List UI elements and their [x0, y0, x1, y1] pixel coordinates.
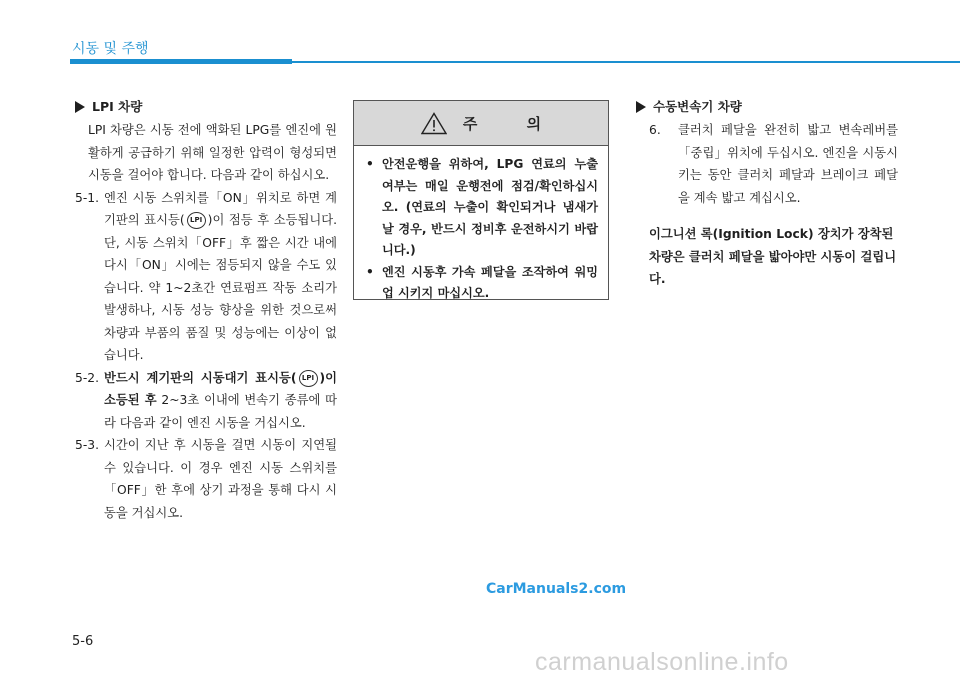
- right-column: [636, 95, 898, 291]
- step-number: 6.: [649, 123, 661, 137]
- bullet-dot-icon: •: [366, 264, 374, 279]
- footer-site-watermark: carmanualsonline.info: [535, 648, 789, 676]
- caution-title: 주 의: [462, 114, 564, 133]
- manual-heading-text: 수동변속기 차량: [653, 98, 742, 114]
- step-text: 엔진 시동 스위치를「ON」위치로 하면 계기판의 표시등( LPI )이 점등 후 소등됩니다. 단, 시동 스위치「OFF」후 짧은 시간 내에 다시「ON」시에는 점등되지 않을 수도 있습니다. 약 1~2초간 연료펌프 작동 소리가 발생하나, 시동 성능 향상을 위한 것으로써 차량과 부품의 품질 및 성능에는 이상이 없습니다.: [104, 190, 338, 362]
- step-5-1: [75, 187, 337, 367]
- bullet-dot-icon: •: [366, 157, 374, 171]
- step-number: 5-2.: [75, 370, 99, 385]
- lpi-indicator-icon: LPI: [299, 370, 318, 387]
- header-rule: [292, 61, 960, 63]
- section-title: 시동 및 주행: [72, 41, 149, 57]
- page-number: 5-6: [72, 634, 94, 649]
- lpi-heading-text: LPI 차량: [92, 98, 143, 114]
- step-text: 반드시 계기판의 시동대기 표시등( LPI )이 소등된 후 2~3초 이내에 변속기 종류에 따라 다음과 같이 엔진 시동을 거십시오.: [104, 370, 337, 430]
- step-6: [636, 119, 898, 209]
- watermark-link[interactable]: CarManuals2.com: [486, 581, 627, 597]
- caution-box: [353, 100, 609, 300]
- step-5-2: [75, 367, 337, 435]
- lpi-intro: LPI 차량은 시동 전에 액화된 LPG를 엔진에 원활하게 공급하기 위해 일정한 압력이 형성되면 시동을 걸어야 합니다. 다음과 같이 하십시오.: [88, 123, 337, 182]
- triangle-bullet-icon: [75, 101, 85, 113]
- triangle-bullet-icon: [636, 101, 646, 113]
- caution-item: • 엔진 시동후 가속 페달을 조작하여 워밍업 시키지 마십시오.: [366, 262, 598, 305]
- caution-header: [354, 101, 608, 146]
- manual-heading: [636, 95, 898, 119]
- warning-triangle-icon: [421, 112, 447, 135]
- caution-body: [354, 146, 608, 305]
- step-text: 시간이 지난 후 시동을 걸면 시동이 지연될 수 있습니다. 이 경우 엔진 시동 스위치를「OFF」한 후에 상기 과정을 통해 다시 시동을 거십시오.: [104, 438, 337, 520]
- left-column: [75, 95, 337, 524]
- caution-item: • 안전운행을 위하여, LPG 연료의 누출 여부는 매일 운행전에 점검/확인하십시오. (연료의 누출이 확인되거나 냄새가 날 경우, 반드시 정비후 운전하시기 바랍니다.): [366, 154, 598, 262]
- step-number: 5-3.: [75, 438, 99, 452]
- lpi-heading: [75, 95, 337, 119]
- step-number: 5-1.: [75, 190, 99, 205]
- step-text: 클러치 페달을 완전히 밟고 변속레버를「중립」위치에 두십시오. 엔진을 시동시키는 동안 클러치 페달과 브레이크 페달을 계속 밟고 계십시오.: [678, 123, 898, 205]
- ignition-lock-note: 이그니션 록(Ignition Lock) 장치가 장착된 차량은 클러치 페달을 밟아야만 시동이 걸립니다.: [649, 227, 897, 286]
- lpi-indicator-icon: LPI: [187, 212, 206, 229]
- step-5-3: [75, 434, 337, 524]
- header-rule-accent: [70, 59, 292, 64]
